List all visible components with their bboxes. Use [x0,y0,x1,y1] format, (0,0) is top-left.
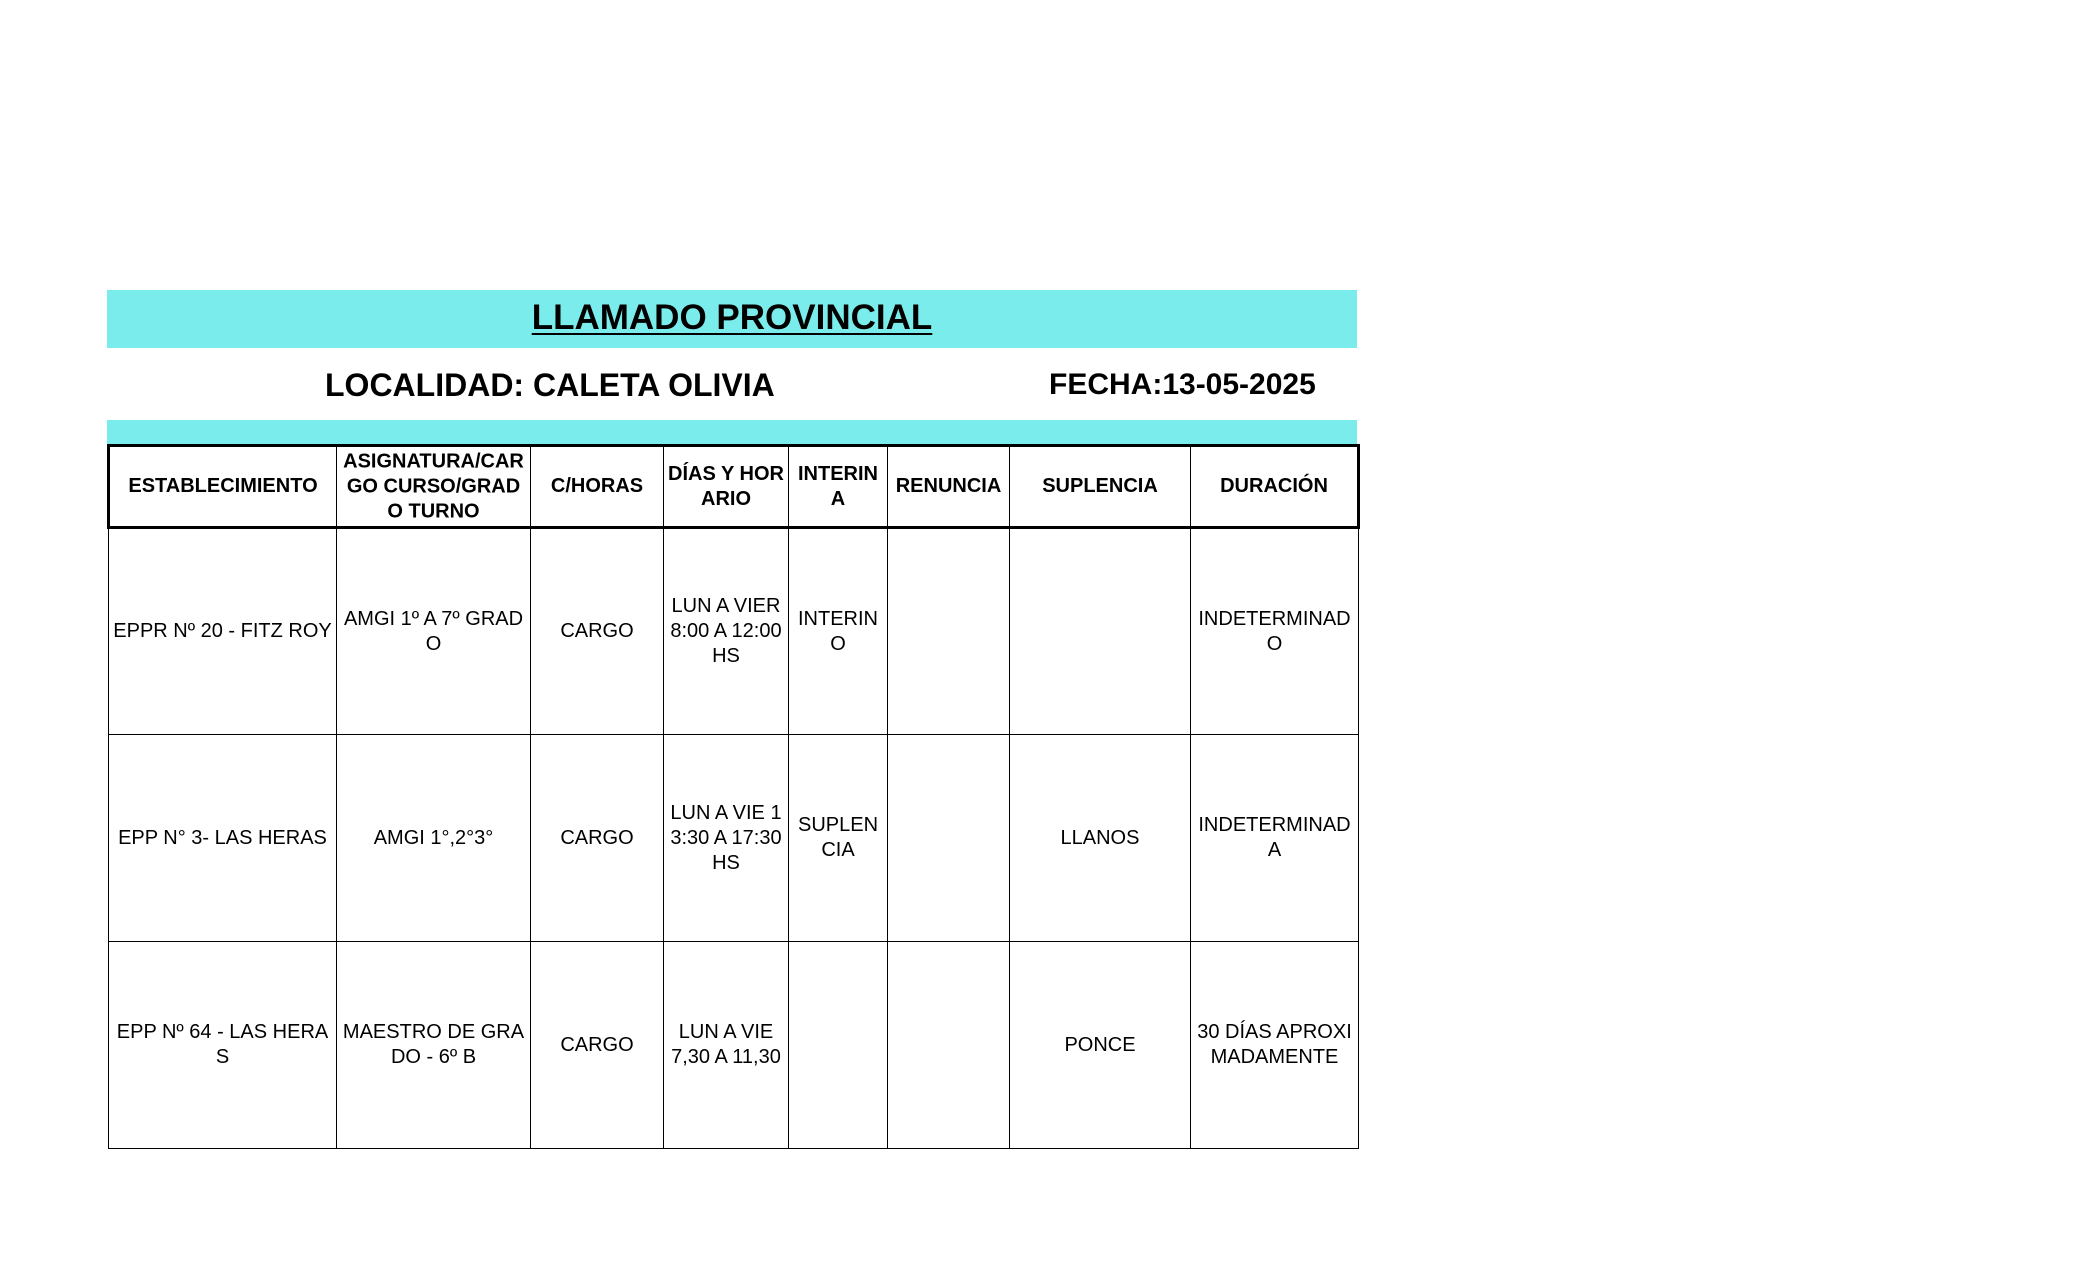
table-row [109,735,1359,942]
cell-suplencia: PONCE [1010,942,1191,1149]
table-row [109,942,1359,1149]
cell-horario: LUN A VIER 8:00 A 12:00 HS [664,528,789,735]
header-asignatura: ASIGNATURA/CARGO CURSO/GRADO TURNO [337,446,531,528]
cell-asignatura: AMGI 1º A 7º GRADO [337,528,531,735]
cell-horario: LUN A VIE 7,30 A 11,30 [664,942,789,1149]
cell-interina [789,942,888,1149]
cell-interina: SUPLENCIA [789,735,888,942]
cell-suplencia: LLANOS [1010,735,1191,942]
cell-establecimiento: EPPR Nº 20 - FITZ ROY [109,528,337,735]
header-establecimiento: ESTABLECIMIENTO [109,446,337,528]
vacancy-table [107,444,1360,1149]
cell-duracion: 30 DÍAS APROXIMADAMENTE [1191,942,1359,1149]
cell-asignatura: MAESTRO DE GRADO - 6º B [337,942,531,1149]
table-header-row [109,446,1359,528]
date-label: FECHA:13-05-2025 [1049,368,1316,401]
cell-duracion: INDETERMINADA [1191,735,1359,942]
cell-horas: CARGO [531,735,664,942]
cell-suplencia [1010,528,1191,735]
cell-renuncia [888,735,1010,942]
header-duracion: DURACIÓN [1191,446,1359,528]
header-band [107,420,1357,446]
cell-horario: LUN A VIE 13:30 A 17:30 HS [664,735,789,942]
cell-horas: CARGO [531,528,664,735]
cell-establecimiento: EPP Nº 64 - LAS HERAS [109,942,337,1149]
header-interina: INTERINA [789,446,888,528]
cell-horas: CARGO [531,942,664,1149]
cell-interina: INTERINO [789,528,888,735]
header-renuncia: RENUNCIA [888,446,1010,528]
cell-renuncia [888,942,1010,1149]
cell-renuncia [888,528,1010,735]
header-horas: C/HORAS [531,446,664,528]
cell-duracion: INDETERMINADO [1191,528,1359,735]
header-horario: DÍAS Y HORARIO [664,446,789,528]
cell-asignatura: AMGI 1°,2°3° [337,735,531,942]
table-row [109,528,1359,735]
cell-establecimiento: EPP N° 3- LAS HERAS [109,735,337,942]
header-suplencia: SUPLENCIA [1010,446,1191,528]
page-title: LLAMADO PROVINCIAL [531,298,933,337]
locality-label: LOCALIDAD: CALETA OLIVIA [325,367,775,403]
locality-row [107,363,1357,407]
